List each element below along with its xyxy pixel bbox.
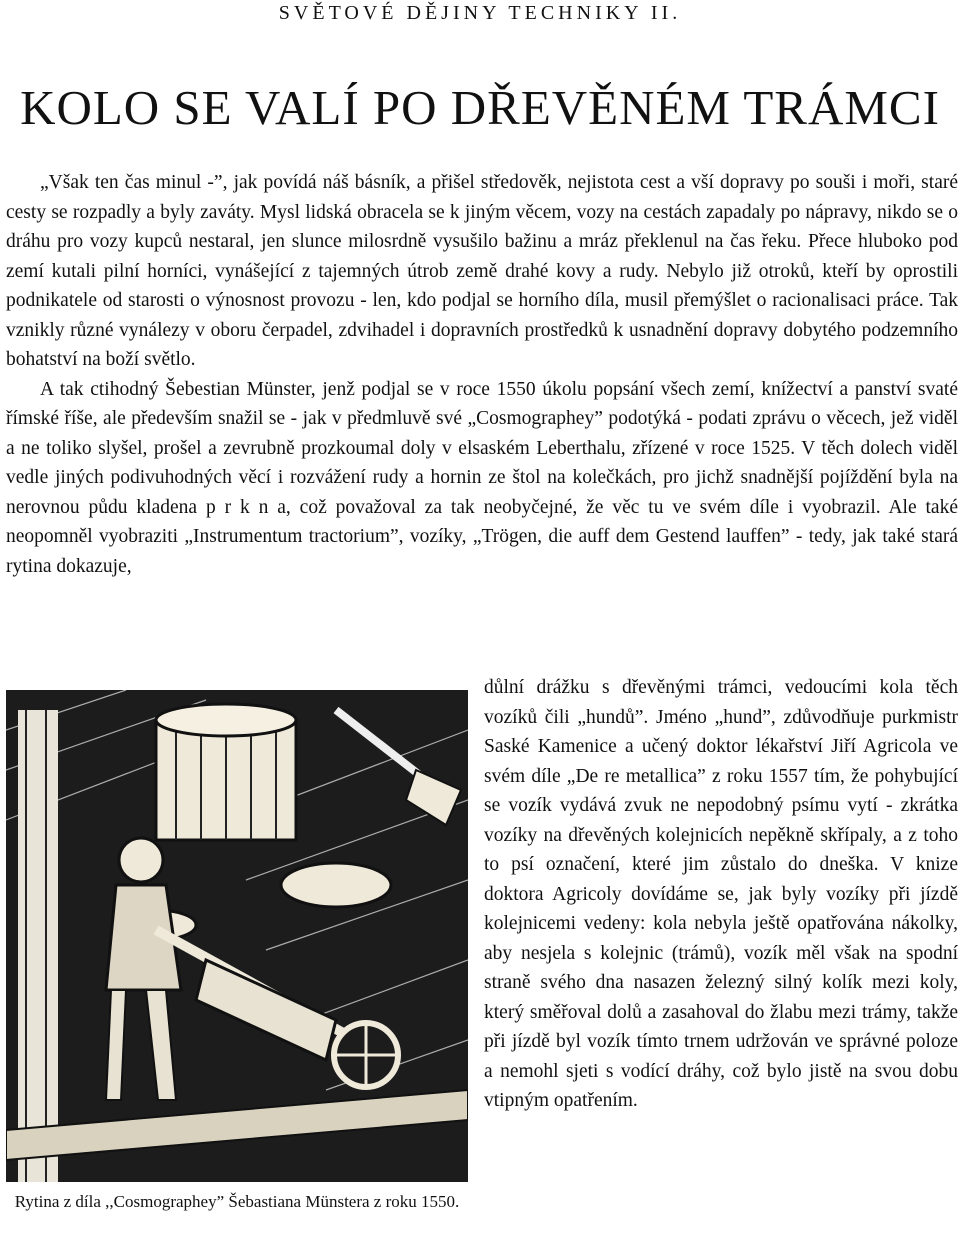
paragraph-1: „Však ten čas minul -”, jak povídá náš básník, a přišel středověk, nejistota cest a vší dopravy po souši i moři, staré cesty se rozpadly a byly zaváty. Mysl lidská obracela se k jiným věcem, vozy na cestách zapadaly po nápravy, nikdo se o dráhu pro vozy kupců nestaral, jen slunce milosrdně vysušilo bažinu a mráz překlenul na čas řeku. Přece hluboko pod zemí kutali pilní horníci, vynášející z tajemných útrob země drahé kovy a rudy. Nebylo již otroků, kteří by oprostili podnikatele od starosti o výnosnost provozu - len, kdo podjal se horního díla, musil přemýšlet o racionalisaci práce. Tak vznikly různé vynálezy v oboru čerpadel, zdvihadel i dopravních prostředků k usnadnění dopravy dobytého podzemního bohatství na boží světlo. xyxy=(6,172,958,370)
paragraph-2-continued: důlní drážku s dřevěnými trámci, vedoucími kola těch vozíků čili „hundů”. Jméno „hund”, zdůvodňuje purkmistr Saské Kamenice a učený doktor lékařství Jiří Agricola ve svém díle „De re metallica” z roku 1557 tím, že pohybující se vozík vydává zvuk ne nepodobný psímu vytí - zkrátka vozíky na dřevěných kolejnicích nepěkně skřípaly, a z toho to psí označení, které jim zůstalo do dneška. V knize doktora Agricoly dovídáme se, jak byly vozíky při jízdě kolejnicemi vedeny: kola nebyla ještě opatřována nákolky, aby nesjela s kolejnic (trámů), vozík měl však na spodní straně svého dna nasazen železný silný kolík mezi koly, který směřoval dolů a zasahoval do žlabu mezi trámy, takže při jízdě byl vozík tímto trnem udržován ve správné poloze a nemohl sjeti s vodící dráhy, což bylo jistě na svou dobu vtipným opatřením. xyxy=(484,677,958,1111)
running-head: SVĚTOVÉ DĚJINY TECHNIKY II. xyxy=(278,2,682,24)
figure-caption: Rytina z díla ,,Cosmographey” Šebastiana Münstera z roku 1550. xyxy=(14,1192,460,1211)
woodcut-illustration xyxy=(6,690,468,1182)
woodcut-drawing xyxy=(6,690,468,1182)
paragraph-2: A tak ctihodný Šebestian Münster, jenž podjal se v roce 1550 úkolu popsání všech zemí, knížectví a panství svaté římské říše, ale především snažil se - jak v předmluvě své „Cosmographey” podotýká - podati zprávu o věcech, jež viděl a ne toliko slyšel, prošel a zevrubně prozkoumal doly v elsaském Leberthalu, zřízené v roce 1525. V těch dolech viděl vedle jiných podivuhodných věcí i rozvážení rudy a hornin ze štol na kolečkách, pro jichž snadnější pojíždění byla na nerovnou půdu kladena p r k n a, což považoval za tak neobyčejné, že věc tu ve svém díle i vyobrazil. Ale také neopomněl vyobraziti „Instrumentum tractorium”, vozíky, „Trögen, die auff dem Gestend lauffen” - tedy, jak také stará rytina dokazuje, xyxy=(6,378,958,577)
article-title: KOLO SE VALÍ PO DŘEVĚNÉM TRÁMCI xyxy=(20,80,940,135)
article-body xyxy=(6,168,958,581)
